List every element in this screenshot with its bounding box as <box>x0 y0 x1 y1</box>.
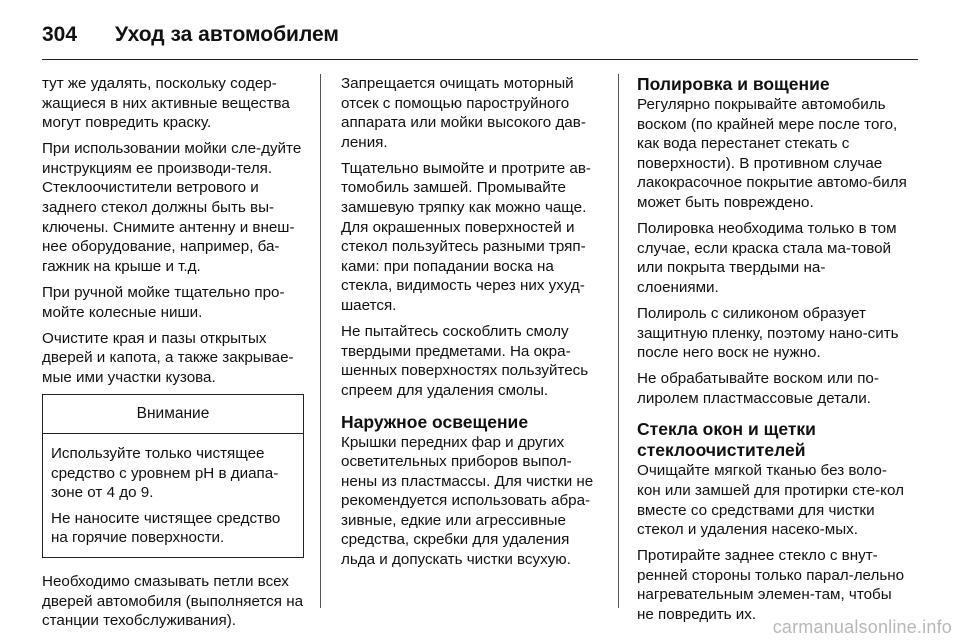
paragraph: тут же удалять, поскольку содер-жащиеся в них активные вещества могут повредить краску. <box>42 75 290 132</box>
column-3 <box>637 74 907 631</box>
page-header <box>42 14 918 56</box>
paragraph: Необходимо смазывать петли всех дверей автомобиля (выполняется на станции техобслуживания). <box>42 572 304 630</box>
watermark: carmanualsonline.info <box>772 617 952 637</box>
paragraph: Крышки передних фар и других осветительных приборов выпол-нены из пластмассы. Для чистки не рекомендуется использовать абра-зивные, едкие или агрессивные средства, скребки для удаления льда и допускать чистки всухую. <box>341 433 594 569</box>
section-heading: Наружное освещение <box>341 411 529 432</box>
page-number: 304 <box>42 23 78 46</box>
paragraph: При ручной мойке тщательно про-мойте колесные ниши. <box>42 283 285 321</box>
warning-body <box>43 434 303 557</box>
paragraph: Полировка необходима только в том случае, если краска стала ма-товой или покрыта твердыми на-слоениями. <box>637 220 897 296</box>
warning-box <box>42 394 304 558</box>
warning-paragraph: Не наносите чистящее средство на горячие поверхности. <box>51 509 281 547</box>
paragraph: Полироль с силиконом образует защитную пленку, поэтому нано-сить после него воск не нужно. <box>637 304 899 362</box>
warning-paragraph: Используйте только чистящее средство с уровнем pH в диапа-зоне от 4 до 9. <box>51 445 279 502</box>
column-divider-2 <box>618 74 619 608</box>
paragraph: Очищайте мягкой тканью без воло-кон или замшей для протирки сте-кол вместе со средствами для чистки стекол и удаления насеко-мых. <box>637 462 904 539</box>
paragraph: Очистите края и пазы открытых дверей и капота, а также закрывае-мые ими участки кузова. <box>42 329 294 386</box>
paragraph: Не пытайтесь соскоблить смолу твердыми предметами. На окра-шенных поверхностях пользуйтесь спреем для удаления смолы. <box>341 323 589 399</box>
section-heading: Стекла окон и щетки стеклоочистителей <box>637 419 816 461</box>
paragraph: Протирайте заднее стекло с внут-ренней стороны только парал-лельно нагревательным элемен-там, чтобы не повредить их. <box>637 547 905 624</box>
paragraph: Тщательно вымойте и протрите ав-томобиль замшей. Промывайте замшевую тряпку как можно чаще. Для окрашенных поверхностей и стекол пользуйтесь разными тряп-ками: при попадании воска на стекла, видимость через них ухуд-шается. <box>341 159 591 315</box>
warning-title: Внимание <box>43 395 303 434</box>
header-divider <box>42 59 918 60</box>
paragraph: Регулярно покрывайте автомобиль воском (по крайней мере после того, как вода перестанет стекать с поверхности). В противном случае лакокрасочное покрытие автомо-биля может быть повреждено. <box>637 96 907 211</box>
column-divider-1 <box>320 74 321 608</box>
column-2 <box>341 74 603 576</box>
section-heading: Полировка и вощение <box>637 74 830 94</box>
paragraph: Не обрабатывайте воском или по-лиролем пластмассовые детали. <box>637 370 879 407</box>
paragraph: Запрещается очищать моторный отсек с помощью пароструйного аппарата или мойки высокого дав-ления. <box>341 75 586 151</box>
paragraph: При использовании мойки сле-дуйте инструкциям ее производи-теля. Стеклоочистители ветрового и заднего стекол должны быть вы-ключены. Снимите антенну и внеш-нее оборудование, например, ба-гажник на крыше и т.д. <box>42 140 302 275</box>
column-1 <box>42 74 304 637</box>
page-title: Уход за автомобилем <box>115 23 339 46</box>
